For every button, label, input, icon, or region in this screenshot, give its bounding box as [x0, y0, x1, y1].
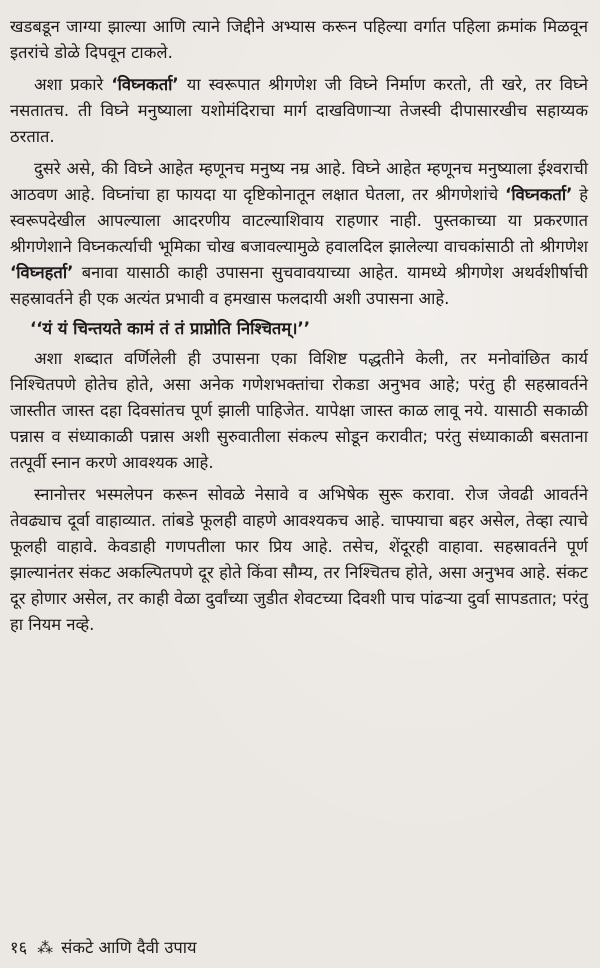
chapter-title: संकटे आणि दैवी उपाय	[61, 938, 197, 957]
page-footer	[10, 936, 197, 960]
paragraph	[10, 156, 588, 312]
paragraph	[10, 346, 588, 476]
sanskrit-verse: ‘‘यं यं चिन्तयते कामं तं तं प्राप्नोति निश्चितम्।’’	[30, 319, 310, 338]
paragraph	[10, 72, 588, 150]
emphasis-term: ‘विघ्नकर्ता’	[505, 185, 573, 204]
text-run: दुसरे असे, की विघ्ने आहेत म्हणूनच मनुष्य नम्र आहे. विघ्ने आहेत म्हणूनच मनुष्याला ईश्वराची आठवण आहे. विघ्नांचा हा फायदा या दृष्टिकोनातून लक्षात घेतला, तर श्रीगणेशांचे	[10, 159, 588, 204]
paragraph	[10, 14, 588, 66]
text-run: हे स्वरूपदेखील आपल्याला आदरणीय वाटल्याशिवाय राहणार नाही. पुस्तकाच्या या प्रकरणात श्रीगणेशाने विघ्नकर्त्याची भूमिका चोख बजावल्यामुळे हवालदिल झालेल्या वाचकांसाठी तो श्रीगणेश	[10, 185, 588, 256]
page-number: १६	[10, 938, 28, 957]
body-text	[10, 14, 588, 638]
text-run: खडबडून जाग्या झाल्या आणि त्याने जिद्दीने अभ्यास करून पहिल्या वर्गात पहिला क्रमांक मिळवून इतरांचे डोळे दिपवून टाकले.	[10, 17, 588, 62]
text-run: अशा प्रकारे	[34, 75, 112, 94]
text-run: या स्वरूपात श्रीगणेश जी विघ्ने निर्माण करतो, ती खरे, तर विघ्ने नसतातच. ती विघ्ने मनुष्याला यशोमंदिराचा मार्ग दाखविणाऱ्या तेजस्वी दीपासारखीच सहाय्यक ठरतात.	[10, 75, 588, 146]
emphasis-term: ‘विघ्नहर्ता’	[10, 263, 74, 282]
paragraph	[10, 482, 588, 638]
emphasis-term: ‘विघ्नकर्ता’	[111, 75, 179, 94]
text-run: स्नानोत्तर भस्मलेपन करून सोवळे नेसावे व अभिषेक सुरू करावा. रोज जेवढी आवर्तने तेवढ्याच दूर्वा वाहाव्यात. तांबडे फूलही वाहणे आवश्यकच आहे. चाफ्याचा बहर असेल, तेव्हा त्याचे फूलही वाहावे. केवडाही गणपतीला फार प्रिय आहे. तसेच, शेंदूरही वाहावा. सहस्रावर्तने पूर्ण झाल्यानंतर संकट अकल्पितपणे दूर होते किंवा सौम्य, तर निश्चितच होते, असा अनुभव आहे. संकट दूर होणार असेल, तर काही वेळा दुर्वांच्या जुडीत शेवटच्या दिवशी पाच पांढऱ्या दुर्वा सापडतात; परंतु हा नियम नव्हे.	[10, 485, 588, 634]
text-run: अशा शब्दात वर्णिलेली ही उपासना एका विशिष्ट पद्धतीने केली, तर मनोवांछित कार्य निश्चितपणे होतेच होते, असा अनेक गणेशभक्तांचा रोकडा अनुभव आहे; परंतु ही सहस्रावर्तने जास्तीत जास्त दहा दिवसांतच पूर्ण झाली पाहिजेत. यापेक्षा जास्त काळ लावू नये. यासाठी सकाळी पन्नास व संध्याकाळी पन्नास अशी सुरुवातीला संकल्प सोडून करावीत; परंतु संध्याकाळी बसताना तत्पूर्वी स्नान करणे आवश्यक आहे.	[10, 349, 588, 472]
ornament-icon: ⁂	[37, 938, 52, 957]
text-run: बनावा यासाठी काही उपासना सुचवावयाच्या आहेत. यामध्ये श्रीगणेश अथर्वशीर्षाची सहस्रावर्तने ही एक अत्यंत प्रभावी व हमखास फलदायी अशी उपासना आहे.	[10, 263, 588, 308]
